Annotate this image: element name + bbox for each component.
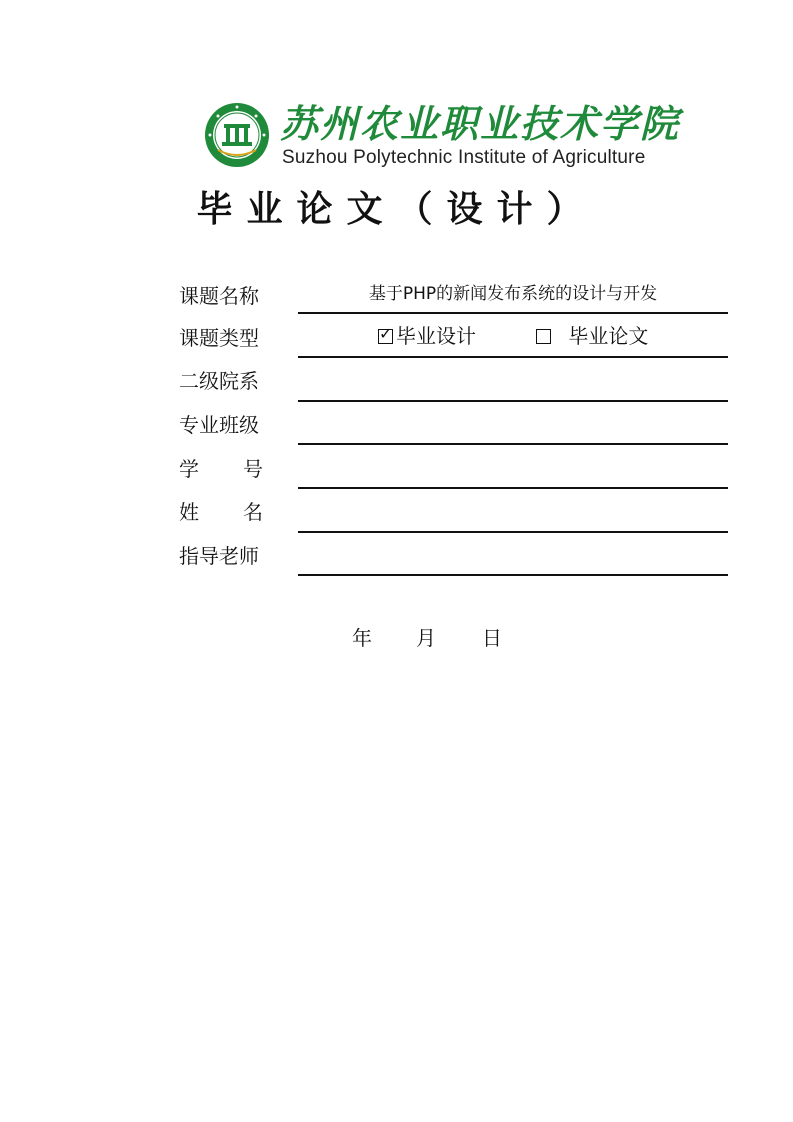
name-label-part1: 姓 [179,500,199,524]
school-logo-header [204,100,681,174]
student-id-label-part1: 学 [179,457,199,481]
type-option-thesis[interactable] [536,322,648,350]
student-id-label [179,455,263,483]
date-day: 日 [482,626,502,650]
student-id-underline [298,487,728,489]
advisor-label: 指导老师 [179,544,259,568]
date-row [352,624,512,654]
topic-label: 课题名称 [179,284,259,308]
topic-value: 基于PHP的新闻发布系统的设计与开发 [368,284,658,304]
checked-checkbox-icon[interactable]: ✓ [379,324,393,343]
major-label: 专业班级 [179,413,259,437]
type-option-thesis-label: 毕业论文 [568,324,649,348]
school-name-en: Suzhou Polytechnic Institute of Agriculture [282,147,646,168]
topic-underline [298,312,728,314]
student-id-label-part2: 号 [243,457,263,481]
name-label [179,498,263,526]
dept-label: 二级院系 [179,369,259,393]
type-label: 课题类型 [179,326,259,350]
school-emblem-icon [204,102,270,168]
date-year: 年 [352,626,372,650]
type-option-design[interactable] [378,322,476,350]
advisor-underline [298,574,728,576]
date-month: 月 [416,626,436,650]
major-underline [298,443,728,445]
school-name-cn: 苏州农业职业技术学院 [280,101,681,146]
type-option-design-label: 毕业设计 [396,324,476,348]
name-underline [298,531,728,533]
dept-underline [298,400,728,402]
name-label-part2: 名 [243,500,263,524]
document-title: 毕业论文（设计） [196,189,597,230]
unchecked-checkbox-icon[interactable] [536,329,551,344]
type-underline [298,356,728,358]
